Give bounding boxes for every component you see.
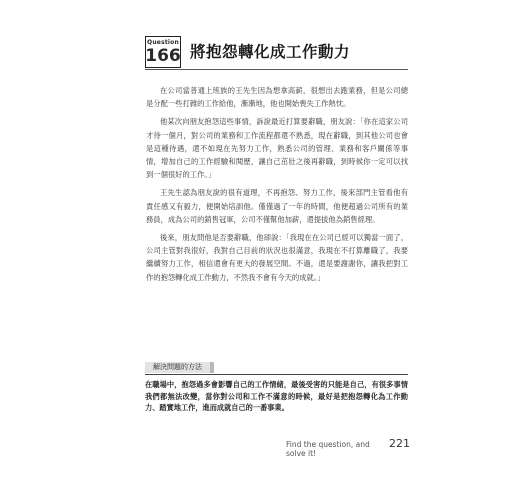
- solution-label: 解決問題的方法: [145, 362, 214, 373]
- solution-text: 在職場中，抱怨過多會影響自己的工作情緒，最後受害的只能是自己，有很多事情我們都無法改變，當你對公司和工作不滿意的時候，最好是把抱怨轉化為工作動力、踏實地工作，進而成就自己的一番事業。: [145, 380, 408, 412]
- solution-header: [145, 362, 408, 375]
- paragraph: 王先生認為朋友說的很有道理，不再抱怨、努力工作，後來部門主管看他有責任感又有毅力，便開始培訓他。僅僅過了一年的時間，他便超過公司所有的業務員，成為公司的銷售冠軍，公司不僅幫他加薪，還提拔他為銷售經理。: [146, 188, 408, 224]
- paragraph: 他某次向朋友抱怨這些事情，訴說最近打算要辭職，朋友說：「你在這家公司才待一個月，對公司的業務和工作流程都還不熟悉，現在辭職，到其他公司也會是這種待遇，還不如現在先努力工作，熟悉公司的管理、業務和客戶關係等事情，增加自己的工作經驗和閱歷，讓自己茁壯之後再辭職，到時候你一定可以找到一個很好的工作。」: [146, 117, 408, 180]
- question-header: [145, 36, 350, 68]
- page-title: 將抱怨轉化成工作動力: [190, 43, 351, 61]
- footer-tagline: Find the question, and solve it!: [286, 440, 370, 458]
- question-badge: [145, 36, 181, 68]
- page-number: 221: [389, 437, 410, 450]
- paragraph: 後來，朋友問他是否要辭職，他卻說：「我現在在公司已經可以獨當一面了，公司主管對我很好，我對自己目前的狀況也很滿意，我現在不打算離職了，我要繼續努力工作，相信還會有更大的發展空間。不過，還是要謝謝你，讓我把對工作的抱怨轉化成工作動力，不然我不會有今天的成就。」: [146, 233, 408, 282]
- story-body: [146, 84, 408, 289]
- question-number: 166: [145, 46, 181, 66]
- paragraph: 在公司當普通上班族的王先生因為想拿高薪，很想出去跑業務，但是公司總是分配一些打雜的工作給他，漸漸地，他也開始喪失工作熱忱。: [146, 86, 408, 109]
- question-label: Question: [147, 39, 179, 46]
- title-divider: [145, 69, 408, 70]
- page-footer: [286, 437, 410, 458]
